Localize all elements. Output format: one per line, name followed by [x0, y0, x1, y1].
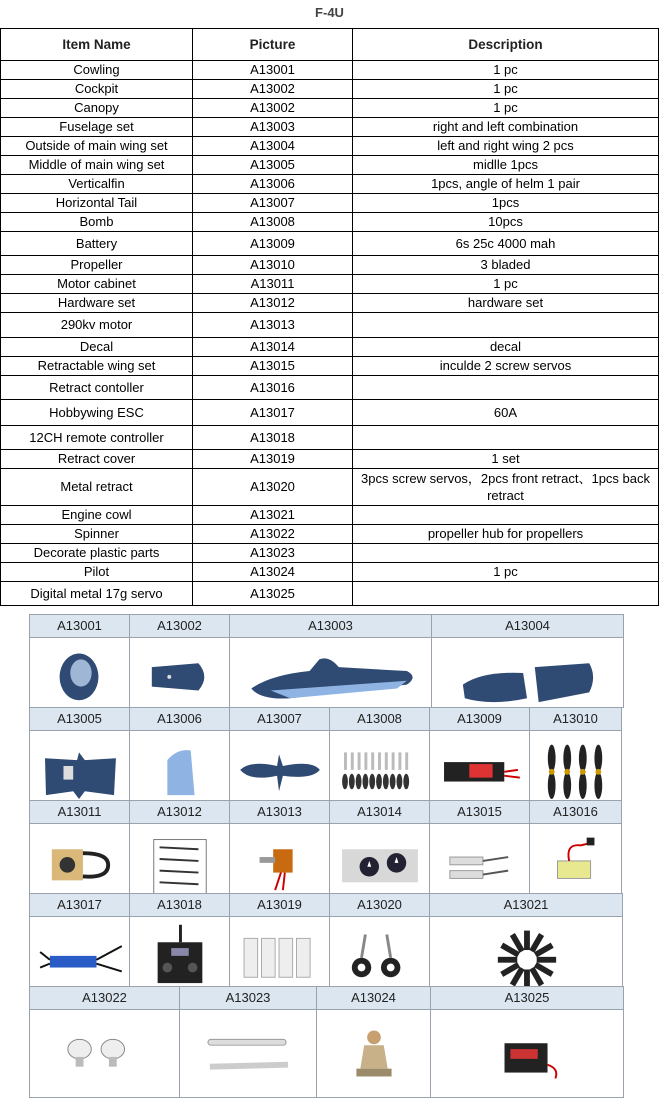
- item-name: Retract cover: [1, 450, 193, 469]
- pilot-icon: [317, 1010, 430, 1097]
- transmitter-icon-graphic: [130, 917, 229, 986]
- table-row: [1, 213, 659, 232]
- header-item-name: Item Name: [1, 29, 193, 61]
- table-row: [1, 357, 659, 376]
- picture-cell: [129, 707, 230, 801]
- picture-code: A13016: [193, 376, 353, 400]
- table-row: [1, 99, 659, 118]
- covers-icon: [230, 917, 329, 986]
- retract-wing-icon-graphic: [430, 824, 529, 893]
- description: [353, 376, 659, 400]
- description: right and left combination: [353, 118, 659, 137]
- tailplane-icon-graphic: [230, 731, 329, 800]
- esc-icon-graphic: [30, 917, 129, 986]
- item-name: Decorate plastic parts: [1, 544, 193, 563]
- cowling-icon-graphic: [30, 638, 129, 707]
- picture-label: A13012: [130, 801, 229, 824]
- picture-code: A13002: [193, 99, 353, 118]
- item-name: 12CH remote controller: [1, 426, 193, 450]
- item-name: Battery: [1, 232, 193, 256]
- picture-label: A13016: [530, 801, 621, 824]
- picture-label: A13019: [230, 894, 329, 917]
- picture-label: A13009: [430, 708, 529, 731]
- item-name: Hardware set: [1, 294, 193, 313]
- picture-cell: [29, 893, 130, 987]
- picture-label: A13017: [30, 894, 129, 917]
- picture-cell: [229, 614, 432, 708]
- bombs-icon-graphic: [330, 731, 429, 800]
- description: 10pcs: [353, 213, 659, 232]
- picture-label: A13004: [432, 615, 623, 638]
- engine-cowl-icon-graphic: [430, 917, 622, 986]
- picture-label: A13025: [431, 987, 623, 1010]
- picture-label: A13023: [180, 987, 316, 1010]
- picture-cell: [329, 707, 430, 801]
- table-row: [1, 137, 659, 156]
- item-name: Fuselage set: [1, 118, 193, 137]
- table-row: [1, 469, 659, 506]
- picture-label: A13003: [230, 615, 431, 638]
- description: 1 pc: [353, 563, 659, 582]
- table-row: [1, 80, 659, 99]
- item-name: Retractable wing set: [1, 357, 193, 376]
- picture-label: A13015: [430, 801, 529, 824]
- center-wing-icon-graphic: [30, 731, 129, 800]
- retracts-icon-graphic: [330, 917, 429, 986]
- propellers-icon: [530, 731, 621, 800]
- decal-icon-graphic: [330, 824, 429, 893]
- picture-cell: [29, 614, 130, 708]
- description: decal: [353, 338, 659, 357]
- picture-label: A13001: [30, 615, 129, 638]
- picture-code: A13001: [193, 61, 353, 80]
- picture-cell: [429, 707, 530, 801]
- bombs-icon: [330, 731, 429, 800]
- servo-icon-graphic: [431, 1010, 623, 1097]
- item-name: Decal: [1, 338, 193, 357]
- description: 1 pc: [353, 61, 659, 80]
- item-name: Bomb: [1, 213, 193, 232]
- page-title: F-4U: [315, 5, 344, 20]
- item-name: Engine cowl: [1, 506, 193, 525]
- description: [353, 506, 659, 525]
- picture-cell: [129, 800, 230, 894]
- hardware-icon-graphic: [130, 824, 229, 893]
- description: 1pcs: [353, 194, 659, 213]
- picture-cell: [529, 800, 622, 894]
- picture-code: A13006: [193, 175, 353, 194]
- item-name: Motor cabinet: [1, 275, 193, 294]
- picture-cell: [229, 707, 330, 801]
- picture-cell: [429, 893, 623, 987]
- cockpit-icon: [130, 638, 229, 707]
- hardware-icon: [130, 824, 229, 893]
- picture-cell: [431, 614, 624, 708]
- picture-code: A13025: [193, 582, 353, 606]
- description: 6s 25c 4000 mah: [353, 232, 659, 256]
- transmitter-icon: [130, 917, 229, 986]
- picture-cell: [179, 986, 317, 1098]
- motor-box-icon-graphic: [30, 824, 129, 893]
- item-name: Verticalfin: [1, 175, 193, 194]
- covers-icon-graphic: [230, 917, 329, 986]
- description: 1pcs, angle of helm 1 pair: [353, 175, 659, 194]
- table-row: [1, 525, 659, 544]
- header-description: Description: [353, 29, 659, 61]
- picture-cell: [529, 707, 622, 801]
- picture-code: A13003: [193, 118, 353, 137]
- item-name: Spinner: [1, 525, 193, 544]
- picture-code: A13014: [193, 338, 353, 357]
- fuselage-icon-graphic: [230, 638, 431, 707]
- table-row: [1, 118, 659, 137]
- picture-label: A13008: [330, 708, 429, 731]
- picture-label: A13021: [430, 894, 622, 917]
- parts-table: [0, 28, 659, 606]
- picture-cell: [329, 893, 430, 987]
- picture-code: A13020: [193, 469, 353, 506]
- picture-cell: [29, 707, 130, 801]
- item-name: Horizontal Tail: [1, 194, 193, 213]
- picture-cell: [329, 800, 430, 894]
- item-name: Metal retract: [1, 469, 193, 506]
- picture-code: A13021: [193, 506, 353, 525]
- picture-grid-row: [29, 986, 627, 1097]
- item-name: Propeller: [1, 256, 193, 275]
- description: 3 bladed: [353, 256, 659, 275]
- picture-label: A13024: [317, 987, 430, 1010]
- item-name: Cockpit: [1, 80, 193, 99]
- battery-icon: [430, 731, 529, 800]
- item-name: Outside of main wing set: [1, 137, 193, 156]
- description: 1 pc: [353, 80, 659, 99]
- table-row: [1, 582, 659, 606]
- wing-icon-graphic: [432, 638, 623, 707]
- controller-icon: [530, 824, 621, 893]
- item-name: Canopy: [1, 99, 193, 118]
- description: 60A: [353, 400, 659, 426]
- spinner-icon-graphic: [30, 1010, 179, 1097]
- table-row: [1, 275, 659, 294]
- picture-grid-row: [29, 800, 627, 893]
- table-row: [1, 61, 659, 80]
- picture-label: A13020: [330, 894, 429, 917]
- picture-cell: [129, 614, 230, 708]
- picture-code: A13004: [193, 137, 353, 156]
- picture-code: A13024: [193, 563, 353, 582]
- picture-cell: [229, 893, 330, 987]
- table-row: [1, 563, 659, 582]
- retract-wing-icon: [430, 824, 529, 893]
- item-name: 290kv motor: [1, 313, 193, 338]
- propellers-icon-graphic: [530, 731, 621, 800]
- table-row: [1, 156, 659, 175]
- picture-label: A13005: [30, 708, 129, 731]
- item-name: Hobbywing ESC: [1, 400, 193, 426]
- picture-code: A13015: [193, 357, 353, 376]
- description: [353, 426, 659, 450]
- item-name: Cowling: [1, 61, 193, 80]
- picture-label: A13022: [30, 987, 179, 1010]
- table-row: [1, 506, 659, 525]
- plastic-parts-icon: [180, 1010, 316, 1097]
- picture-label: A13007: [230, 708, 329, 731]
- picture-code: A13009: [193, 232, 353, 256]
- description: propeller hub for propellers: [353, 525, 659, 544]
- description: 1 pc: [353, 275, 659, 294]
- description: inculde 2 screw servos: [353, 357, 659, 376]
- description: midlle 1pcs: [353, 156, 659, 175]
- description: [353, 544, 659, 563]
- cockpit-icon-graphic: [130, 638, 229, 707]
- controller-icon-graphic: [530, 824, 621, 893]
- decal-icon: [330, 824, 429, 893]
- plastic-parts-icon-graphic: [180, 1010, 316, 1097]
- table-header-row: [1, 29, 659, 61]
- picture-grid-row: [29, 614, 627, 707]
- engine-cowl-icon: [430, 917, 622, 986]
- picture-grid-row: [29, 707, 627, 800]
- picture-code: A13008: [193, 213, 353, 232]
- tailplane-icon: [230, 731, 329, 800]
- description: left and right wing 2 pcs: [353, 137, 659, 156]
- picture-label: A13013: [230, 801, 329, 824]
- motor-icon-graphic: [230, 824, 329, 893]
- cowling-icon: [30, 638, 129, 707]
- wing-icon: [432, 638, 623, 707]
- picture-label: A13010: [530, 708, 621, 731]
- fin-icon-graphic: [130, 731, 229, 800]
- picture-cell: [316, 986, 431, 1098]
- picture-code: A13007: [193, 194, 353, 213]
- item-name: Pilot: [1, 563, 193, 582]
- center-wing-icon: [30, 731, 129, 800]
- item-name: Retract contoller: [1, 376, 193, 400]
- picture-code: A13019: [193, 450, 353, 469]
- parts-picture-grid: [29, 614, 627, 1097]
- description: 1 pc: [353, 99, 659, 118]
- description: hardware set: [353, 294, 659, 313]
- description: 1 set: [353, 450, 659, 469]
- picture-cell: [229, 800, 330, 894]
- servo-icon: [431, 1010, 623, 1097]
- picture-cell: [429, 800, 530, 894]
- table-row: [1, 450, 659, 469]
- table-row: [1, 313, 659, 338]
- table-row: [1, 194, 659, 213]
- picture-code: A13023: [193, 544, 353, 563]
- spinner-icon: [30, 1010, 179, 1097]
- picture-label: A13011: [30, 801, 129, 824]
- table-row: [1, 256, 659, 275]
- battery-icon-graphic: [430, 731, 529, 800]
- table-row: [1, 175, 659, 194]
- table-row: [1, 544, 659, 563]
- esc-icon: [30, 917, 129, 986]
- pilot-icon-graphic: [317, 1010, 430, 1097]
- fin-icon: [130, 731, 229, 800]
- table-row: [1, 294, 659, 313]
- picture-label: A13006: [130, 708, 229, 731]
- description: [353, 582, 659, 606]
- item-name: Middle of main wing set: [1, 156, 193, 175]
- picture-code: A13010: [193, 256, 353, 275]
- description: 3pcs screw servos，2pcs front retract、1pcs back retract: [353, 469, 659, 506]
- picture-code: A13022: [193, 525, 353, 544]
- table-row: [1, 338, 659, 357]
- retracts-icon: [330, 917, 429, 986]
- motor-box-icon: [30, 824, 129, 893]
- picture-label: A13002: [130, 615, 229, 638]
- picture-code: A13011: [193, 275, 353, 294]
- picture-cell: [29, 800, 130, 894]
- table-row: [1, 232, 659, 256]
- picture-code: A13017: [193, 400, 353, 426]
- picture-code: A13013: [193, 313, 353, 338]
- picture-label: A13018: [130, 894, 229, 917]
- picture-code: A13018: [193, 426, 353, 450]
- table-row: [1, 400, 659, 426]
- table-row: [1, 376, 659, 400]
- motor-icon: [230, 824, 329, 893]
- picture-cell: [29, 986, 180, 1098]
- header-picture: Picture: [193, 29, 353, 61]
- item-name: Digital metal 17g servo: [1, 582, 193, 606]
- picture-grid-row: [29, 893, 627, 986]
- picture-cell: [129, 893, 230, 987]
- picture-code: A13012: [193, 294, 353, 313]
- picture-code: A13002: [193, 80, 353, 99]
- picture-label: A13014: [330, 801, 429, 824]
- table-row: [1, 426, 659, 450]
- picture-cell: [430, 986, 624, 1098]
- picture-code: A13005: [193, 156, 353, 175]
- fuselage-icon: [230, 638, 431, 707]
- description: [353, 313, 659, 338]
